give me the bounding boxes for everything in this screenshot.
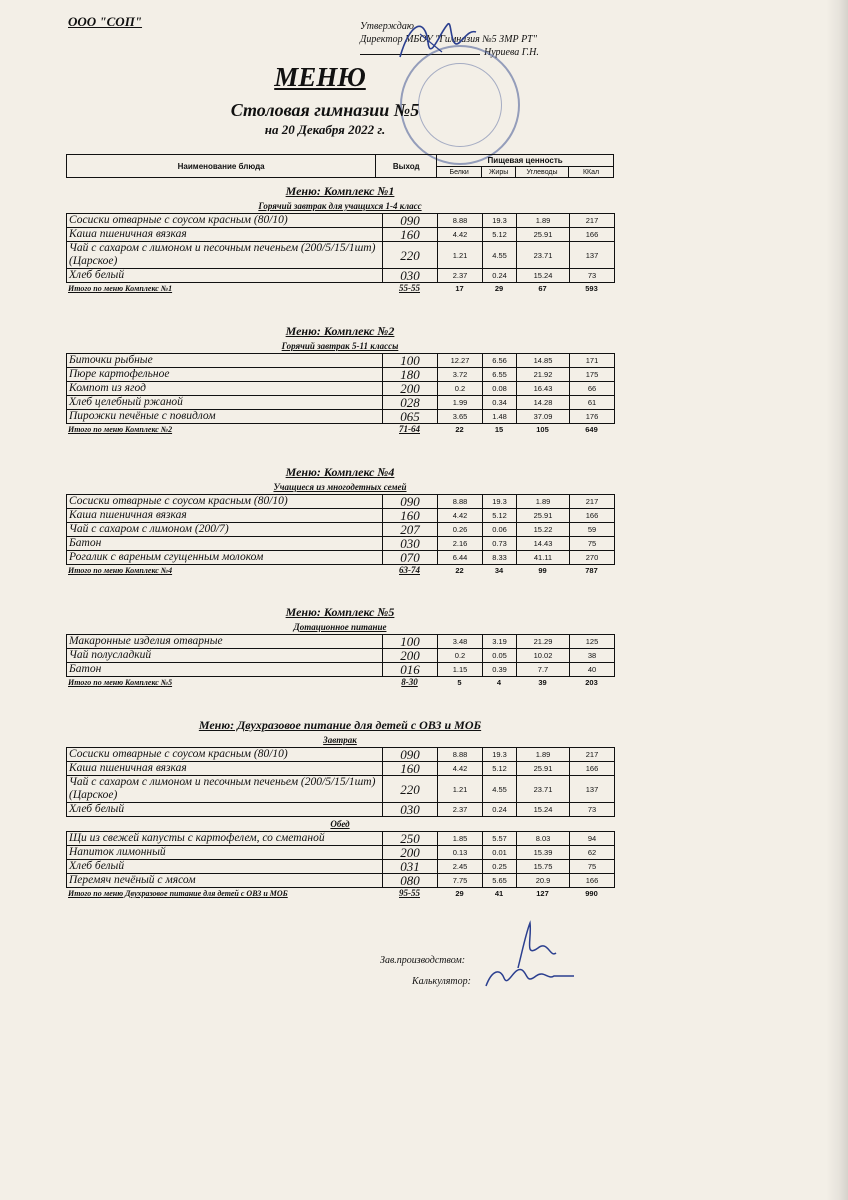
page-subtitle: Столовая гимназии №5 (230, 100, 420, 120)
dish-proteins: 1.15 (438, 663, 483, 677)
dish-name: Компот из ягод (67, 382, 383, 396)
dish-name: Пирожки печёные с повидлом (67, 410, 383, 424)
dish-fats: 0.34 (483, 396, 517, 410)
total-kcal: 593 (585, 284, 598, 293)
dish-name: Хлеб белый (67, 860, 383, 874)
complex-block (66, 183, 614, 294)
total-table (66, 677, 614, 688)
dish-name: Хлеб белый (67, 803, 383, 817)
table-row (67, 396, 615, 410)
dish-carbs: 21.29 (517, 635, 570, 649)
dish-carbs: 25.91 (517, 762, 570, 776)
dish-proteins: 8.88 (438, 748, 483, 762)
table-row (67, 523, 615, 537)
total-proteins: 5 (457, 678, 462, 687)
dish-carbs: 14.43 (517, 537, 570, 551)
dish-name: Сосиски отварные с соусом красным (80/10) (67, 495, 383, 509)
dish-fats: 0.01 (483, 846, 517, 860)
total-label: Итого по меню Двухразовое питание для детей с ОВЗ и МОБ (68, 889, 288, 898)
dish-fats: 5.12 (483, 228, 517, 242)
menu-date: на 20 Декабря 2022 г. (264, 122, 386, 137)
total-row (66, 677, 614, 688)
dish-carbs: 1.89 (517, 748, 570, 762)
dish-output: 250 (383, 832, 438, 846)
table-row (67, 649, 615, 663)
dish-output: 028 (383, 396, 438, 410)
total-label: Итого по меню Комплекс №1 (68, 284, 173, 293)
footer-signatures (478, 918, 588, 996)
dish-output: 200 (383, 649, 438, 663)
dish-output: 100 (383, 354, 438, 368)
table-row (67, 860, 615, 874)
dish-fats: 5.57 (483, 832, 517, 846)
table-row (67, 382, 615, 396)
total-fats: 34 (494, 566, 504, 575)
dish-carbs: 23.71 (517, 776, 570, 803)
dish-proteins: 0.13 (438, 846, 483, 860)
total-proteins: 29 (455, 889, 464, 898)
table-row (67, 242, 615, 269)
dish-proteins: 4.42 (438, 228, 483, 242)
approval-name: Нуриева Г.Н. (484, 47, 539, 58)
dish-fats: 19.3 (483, 748, 517, 762)
dish-output: 200 (383, 846, 438, 860)
total-carbs: 67 (538, 284, 547, 293)
dish-name: Чай полусладкий (67, 649, 383, 663)
dish-kcal: 217 (570, 748, 615, 762)
dish-name: Батон (67, 663, 383, 677)
dish-name: Рогалик с вареным сгущенным молоком (67, 551, 383, 565)
header-nutrition: Пищевая ценность (437, 155, 614, 167)
total-row (66, 283, 614, 294)
dish-proteins: 8.88 (438, 214, 483, 228)
dish-carbs: 15.24 (517, 269, 570, 283)
complex-block (66, 717, 614, 899)
dish-carbs: 15.24 (517, 803, 570, 817)
header-fats: Жиры (482, 167, 516, 178)
dish-carbs: 41.11 (517, 551, 570, 565)
dish-carbs: 37.09 (517, 410, 570, 424)
dish-output: 030 (383, 537, 438, 551)
dish-fats: 6.56 (483, 354, 517, 368)
dish-name: Щи из свежей капусты с картофелем, со сметаной (67, 832, 383, 846)
dish-carbs: 1.89 (517, 214, 570, 228)
dish-carbs: 21.92 (517, 368, 570, 382)
table-row (67, 551, 615, 565)
dish-kcal: 137 (570, 242, 615, 269)
dish-fats: 4.55 (483, 242, 517, 269)
table-row (67, 748, 615, 762)
dish-name: Макаронные изделия отварные (67, 635, 383, 649)
dish-kcal: 73 (570, 269, 615, 283)
dish-fats: 0.05 (483, 649, 517, 663)
total-output: 63-74 (399, 565, 420, 575)
dish-name: Каша пшеничная вязкая (67, 762, 383, 776)
dish-output: 070 (383, 551, 438, 565)
dish-proteins: 7.75 (438, 874, 483, 888)
total-kcal: 990 (585, 889, 598, 898)
dish-kcal: 75 (570, 860, 615, 874)
dish-name: Чай с сахаром с лимоном и песочным печеньем (200/5/15/1шт) (Царское) (67, 776, 383, 803)
dish-name: Сосиски отварные с соусом красным (80/10) (67, 214, 383, 228)
dish-fats: 3.19 (483, 635, 517, 649)
dish-kcal: 66 (570, 382, 615, 396)
total-kcal: 203 (585, 678, 598, 687)
table-row (67, 354, 615, 368)
dish-fats: 5.65 (483, 874, 517, 888)
total-label: Итого по меню Комплекс №2 (68, 425, 173, 434)
dish-kcal: 171 (570, 354, 615, 368)
dish-carbs: 25.91 (517, 228, 570, 242)
dish-proteins: 0.2 (438, 382, 483, 396)
dish-name: Хлеб целебный ржаной (67, 396, 383, 410)
total-table (66, 888, 614, 899)
total-carbs: 127 (536, 889, 549, 898)
dish-proteins: 2.37 (438, 269, 483, 283)
dish-name: Каша пшеничная вязкая (67, 509, 383, 523)
header-kcal: ККал (569, 167, 614, 178)
complex-title: Меню: Комплекс №4 (285, 465, 395, 479)
dish-kcal: 94 (570, 832, 615, 846)
total-label: Итого по меню Комплекс №4 (68, 566, 173, 575)
dish-output: 220 (383, 242, 438, 269)
dish-output: 090 (383, 748, 438, 762)
header-carbs: Углеводы (516, 167, 569, 178)
dish-fats: 0.24 (483, 269, 517, 283)
dish-carbs: 14.85 (517, 354, 570, 368)
dish-kcal: 166 (570, 228, 615, 242)
dish-kcal: 166 (570, 874, 615, 888)
table-row (67, 214, 615, 228)
section-subtitle: Горячий завтрак для учащихся 1-4 класс (258, 201, 422, 211)
table-row (67, 537, 615, 551)
section-subtitle: Завтрак (323, 735, 357, 745)
dish-kcal: 217 (570, 495, 615, 509)
dish-fats: 5.12 (483, 509, 517, 523)
total-label: Итого по меню Комплекс №5 (68, 678, 173, 687)
total-carbs: 39 (538, 678, 547, 687)
dish-output: 220 (383, 776, 438, 803)
dish-fats: 1.48 (483, 410, 517, 424)
dish-carbs: 15.39 (517, 846, 570, 860)
dish-carbs: 1.89 (517, 495, 570, 509)
dish-fats: 8.33 (483, 551, 517, 565)
total-proteins: 22 (455, 425, 464, 434)
dish-proteins: 4.42 (438, 762, 483, 776)
table-row (67, 874, 615, 888)
header-dish-name: Наименование блюда (67, 155, 376, 178)
total-kcal: 649 (585, 425, 598, 434)
dish-name: Перемяч печёный с мясом (67, 874, 383, 888)
complex-title: Меню: Двухразовое питание для детей с ОВЗ и МОБ (198, 718, 482, 732)
table-row (67, 269, 615, 283)
menu-table (66, 634, 615, 677)
dish-fats: 5.12 (483, 762, 517, 776)
menu-table (66, 494, 615, 565)
dish-kcal: 166 (570, 762, 615, 776)
dish-proteins: 8.88 (438, 495, 483, 509)
dish-proteins: 1.21 (438, 242, 483, 269)
total-table (66, 283, 614, 294)
dish-carbs: 8.03 (517, 832, 570, 846)
header-output: Выход (376, 155, 437, 178)
total-output: 55-55 (399, 283, 420, 293)
section-subtitle: Дотационное питание (293, 622, 387, 632)
dish-fats: 19.3 (483, 495, 517, 509)
table-row (67, 368, 615, 382)
table-row (67, 803, 615, 817)
approval-director: Директор МБОУ "Гимназия №5 ЗМР РТ" (360, 34, 537, 45)
dish-output: 090 (383, 495, 438, 509)
dish-output: 207 (383, 523, 438, 537)
dish-kcal: 175 (570, 368, 615, 382)
approval-label: Утверждаю (360, 21, 414, 32)
header-proteins: Белки (437, 167, 482, 178)
total-row (66, 565, 614, 576)
dish-name: Напиток лимонный (67, 846, 383, 860)
total-fats: 15 (494, 425, 504, 434)
organization-name: ООО "СОП" (68, 14, 143, 29)
dish-output: 016 (383, 663, 438, 677)
total-row (66, 888, 614, 899)
dish-output: 031 (383, 860, 438, 874)
dish-proteins: 1.85 (438, 832, 483, 846)
table-row (67, 762, 615, 776)
dish-fats: 4.55 (483, 776, 517, 803)
dish-proteins: 3.48 (438, 635, 483, 649)
dish-output: 160 (383, 509, 438, 523)
section-subtitle: Обед (330, 819, 350, 829)
complex-block (66, 323, 614, 435)
table-row (67, 228, 615, 242)
menu-table (66, 831, 615, 888)
page-title: МЕНЮ (274, 62, 366, 92)
dish-fats: 0.24 (483, 803, 517, 817)
director-signature (390, 12, 480, 72)
dish-carbs: 10.02 (517, 649, 570, 663)
dish-kcal: 217 (570, 214, 615, 228)
complex-title: Меню: Комплекс №5 (285, 605, 395, 619)
dish-proteins: 2.37 (438, 803, 483, 817)
page-edge-shadow (826, 0, 848, 1200)
dish-proteins: 3.65 (438, 410, 483, 424)
total-row (66, 424, 614, 435)
dish-proteins: 3.72 (438, 368, 483, 382)
dish-fats: 0.06 (483, 523, 517, 537)
dish-proteins: 1.21 (438, 776, 483, 803)
dish-proteins: 0.2 (438, 649, 483, 663)
dish-fats: 6.55 (483, 368, 517, 382)
dish-kcal: 59 (570, 523, 615, 537)
dish-carbs: 16.43 (517, 382, 570, 396)
dish-kcal: 38 (570, 649, 615, 663)
dish-carbs: 23.71 (517, 242, 570, 269)
complex-title: Меню: Комплекс №2 (285, 324, 395, 338)
dish-proteins: 6.44 (438, 551, 483, 565)
total-carbs: 99 (538, 566, 547, 575)
dish-output: 200 (383, 382, 438, 396)
complex-block (66, 604, 614, 688)
dish-proteins: 4.42 (438, 509, 483, 523)
total-proteins: 17 (455, 284, 464, 293)
table-row (67, 635, 615, 649)
section-subtitle: Учащиеся из многодетных семей (273, 482, 407, 492)
table-row (67, 832, 615, 846)
calculator-label: Калькулятор: (412, 976, 471, 987)
dish-name: Батон (67, 537, 383, 551)
dish-name: Хлеб белый (67, 269, 383, 283)
dish-carbs: 15.75 (517, 860, 570, 874)
dish-name: Каша пшеничная вязкая (67, 228, 383, 242)
dish-kcal: 61 (570, 396, 615, 410)
dish-carbs: 7.7 (517, 663, 570, 677)
production-manager-label: Зав.производством: (380, 955, 466, 966)
dish-fats: 0.73 (483, 537, 517, 551)
table-row (67, 410, 615, 424)
dish-kcal: 176 (570, 410, 615, 424)
total-output: 95-55 (399, 888, 420, 898)
dish-output: 160 (383, 228, 438, 242)
total-table (66, 565, 614, 576)
total-output: 8-30 (401, 677, 418, 687)
complex-block (66, 464, 614, 576)
dish-output: 100 (383, 635, 438, 649)
dish-kcal: 125 (570, 635, 615, 649)
dish-kcal: 75 (570, 537, 615, 551)
dish-carbs: 15.22 (517, 523, 570, 537)
table-row (67, 846, 615, 860)
table-row (67, 663, 615, 677)
dish-name: Чай с сахаром с лимоном и песочным печеньем (200/5/15/1шт) (Царское) (67, 242, 383, 269)
dish-proteins: 2.45 (438, 860, 483, 874)
total-kcal: 787 (585, 566, 598, 575)
complex-title: Меню: Комплекс №1 (285, 184, 395, 198)
table-row (67, 776, 615, 803)
dish-name: Биточки рыбные (67, 354, 383, 368)
dish-proteins: 0.26 (438, 523, 483, 537)
dish-kcal: 40 (570, 663, 615, 677)
section-subtitle: Горячий завтрак 5-11 классы (281, 341, 399, 351)
dish-carbs: 14.28 (517, 396, 570, 410)
total-carbs: 105 (536, 425, 549, 434)
dish-carbs: 20.9 (517, 874, 570, 888)
dish-fats: 0.08 (483, 382, 517, 396)
dish-proteins: 1.99 (438, 396, 483, 410)
dish-output: 030 (383, 803, 438, 817)
dish-kcal: 137 (570, 776, 615, 803)
table-header (66, 154, 614, 178)
dish-fats: 0.25 (483, 860, 517, 874)
dish-name: Пюре картофельное (67, 368, 383, 382)
dish-output: 065 (383, 410, 438, 424)
table-row (67, 495, 615, 509)
dish-output: 030 (383, 269, 438, 283)
dish-output: 160 (383, 762, 438, 776)
total-fats: 4 (496, 678, 502, 687)
dish-output: 080 (383, 874, 438, 888)
dish-proteins: 12.27 (438, 354, 483, 368)
table-row (67, 509, 615, 523)
dish-output: 180 (383, 368, 438, 382)
dish-carbs: 25.91 (517, 509, 570, 523)
total-fats: 29 (494, 284, 504, 293)
dish-kcal: 62 (570, 846, 615, 860)
total-output: 71-64 (399, 424, 420, 434)
total-table (66, 424, 614, 435)
menu-table (66, 213, 615, 283)
total-fats: 41 (494, 889, 504, 898)
menu-table (66, 747, 615, 817)
dish-name: Чай с сахаром с лимоном (200/7) (67, 523, 383, 537)
dish-kcal: 166 (570, 509, 615, 523)
menu-table (66, 353, 615, 424)
total-proteins: 22 (455, 566, 464, 575)
dish-fats: 0.39 (483, 663, 517, 677)
dish-proteins: 2.16 (438, 537, 483, 551)
dish-name: Сосиски отварные с соусом красным (80/10) (67, 748, 383, 762)
dish-output: 090 (383, 214, 438, 228)
dish-fats: 19.3 (483, 214, 517, 228)
dish-kcal: 73 (570, 803, 615, 817)
dish-kcal: 270 (570, 551, 615, 565)
